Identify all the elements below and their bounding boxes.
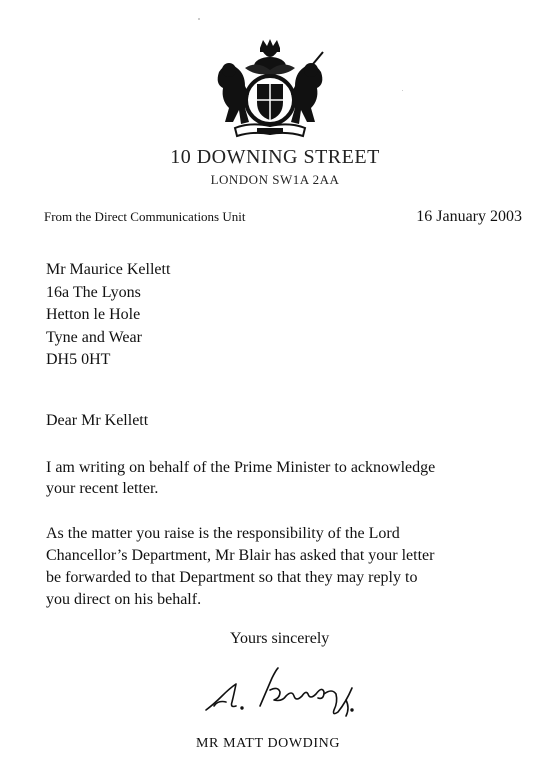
body-paragraph-1-line: I am writing on behalf of the Prime Minister to acknowledge [46, 459, 436, 476]
handwritten-signature [200, 658, 380, 723]
body-paragraph-2 [46, 523, 526, 611]
scan-speck [198, 18, 200, 20]
closing-phrase: Yours sincerely [230, 630, 330, 647]
body-paragraph-2-line: be forwarded to that Department so that they may reply to [46, 569, 418, 586]
recipient-postcode: DH5 0HT [46, 351, 111, 368]
body-paragraph-1-line: your recent letter. [46, 480, 159, 497]
recipient-street: 16a The Lyons [46, 283, 141, 301]
recipient-address [46, 259, 170, 372]
recipient-name: Mr Maurice Kellett [46, 261, 171, 278]
scan-speck [402, 90, 403, 91]
signatory-name: MR MATT DOWDING [196, 736, 341, 751]
salutation: Dear Mr Kellett [46, 412, 149, 429]
letter-date: 16 January 2003 [416, 208, 522, 225]
recipient-county: Tyne and Wear [46, 328, 142, 346]
body-paragraph-2-line: As the matter you raise is the responsibility of the Lord [46, 525, 400, 542]
recipient-town: Hetton le Hole [46, 306, 141, 323]
body-paragraph-1 [46, 457, 516, 499]
letterhead-postcode-line: LONDON SW1A 2AA [210, 172, 340, 187]
from-unit-line: From the Direct Communications Unit [44, 209, 246, 224]
royal-coat-of-arms-icon [205, 38, 335, 140]
body-paragraph-2-line: Chancellor’s Department, Mr Blair has asked that your letter [46, 547, 435, 564]
body-paragraph-2-line: you direct on his behalf. [46, 591, 202, 608]
letterhead-address-title: 10 DOWNING STREET [170, 146, 380, 168]
